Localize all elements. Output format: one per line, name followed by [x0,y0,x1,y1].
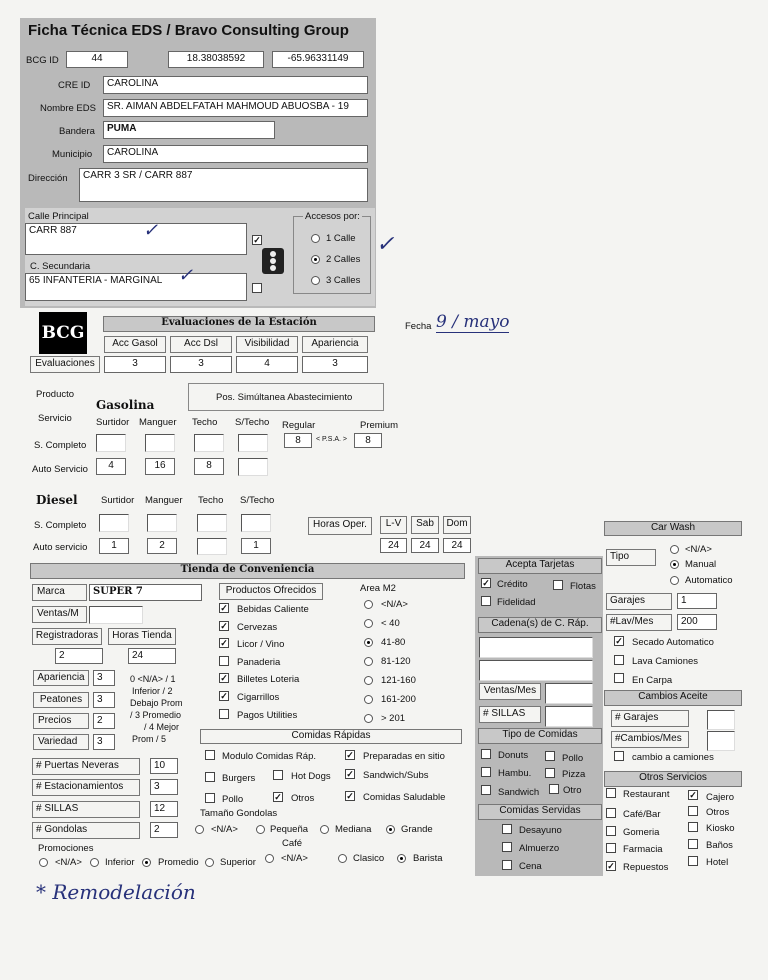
nombre-label: Nombre EDS [40,103,96,114]
tipo-comidas-title: Tipo de Comidas [478,728,602,744]
cw-na-label: <N/A> [685,544,712,555]
productos-ofrecidos-label: Productos Ofrecidos [219,583,323,600]
hotel-checkbox[interactable] [688,856,698,866]
gondola-grande-radio[interactable] [386,825,395,834]
horas-sab-value[interactable]: 24 [411,538,439,553]
accesos-label: Accesos por: [305,211,360,222]
nombre-field[interactable]: SR. AIMAN ABDELFATAH MAHMOUD ABUOSBA - 19 [103,99,368,117]
pollo-checkbox[interactable] [205,793,215,803]
gondolas-label: # Gondolas [32,822,140,839]
ventas-mes-cr-label: Ventas/Mes [479,683,541,700]
cw-manual-label: Manual [685,559,717,570]
calle-principal-field[interactable]: CARR 887 [25,223,247,255]
promo-superior-radio[interactable] [205,858,214,867]
area-40-radio[interactable] [364,619,373,628]
cajero-label: Cajero [706,792,734,803]
accesos-2-label: 2 Calles [326,254,361,265]
fidelidad-checkbox[interactable] [481,596,491,606]
traffic-light-icon [262,248,284,274]
hambu-checkbox[interactable] [481,767,491,777]
horas-lv-label: L-V [380,516,407,534]
cw-manual-radio[interactable] [670,560,679,569]
horas-sab-label: Sab [411,516,439,534]
cafe-na-radio[interactable] [265,854,274,863]
premium-label: Premium [360,420,399,431]
gomeria-label: Gomeria [623,827,660,838]
desayuno-label: Desayuno [519,825,562,836]
pos-simultanea-label: Pos. Simúltanea Abastecimiento [216,392,353,403]
gas-sc-techo[interactable] [194,434,224,452]
sillas-cr-label: # SILLAS [479,706,541,723]
repuestos-checkbox[interactable]: ✓ [607,861,615,871]
pizza-label: Pizza [562,769,586,780]
banos-label: Baños [706,840,733,851]
promo-na-radio[interactable] [39,858,48,867]
promo-promedio-radio[interactable] [142,858,151,867]
repuestos-label: Repuestos [623,862,669,873]
ventas-mes-label: Ventas/M [32,606,87,623]
gas-as-techo[interactable]: 8 [194,458,224,475]
producto-pagos-checkbox[interactable] [219,709,229,719]
area-201-label: > 201 [381,713,406,724]
otros-servicios-title: Otros Servicios [604,771,742,787]
scale-legend-5: / 4 Mejor [144,722,180,732]
pizza-checkbox[interactable] [545,768,555,778]
cw-na-radio[interactable] [670,545,679,554]
sillas-cr-field[interactable] [545,706,593,727]
flotas-label: Flotas [570,581,596,592]
producto-cigarrillos-checkbox[interactable]: ✓ [220,691,228,701]
precios-label: Precios [33,713,89,729]
cafe-na-label: <N/A> [281,853,308,864]
cw-garajes-field[interactable]: 1 [677,593,717,609]
area-161-200-radio[interactable] [364,695,373,704]
otros-comida-label: Otros [291,793,315,804]
gas-as-manguer[interactable]: 16 [145,458,175,475]
gondola-na-radio[interactable] [195,825,204,834]
gondola-pequena-radio[interactable] [256,825,265,834]
peatones-field[interactable]: 3 [93,692,115,708]
kiosko-label: Kiosko [706,823,735,834]
gondola-mediana-radio[interactable] [320,825,329,834]
burgers-label: Burgers [222,773,256,784]
gasolina-label: Gasolina [96,398,155,412]
registradoras-field[interactable]: 2 [55,648,103,664]
horas-dom-label: Dom [443,516,471,534]
eval-col-acc-dsl: Acc Dsl [170,336,232,353]
sandwich-cr-label: Sandwich [498,787,540,798]
eval-acc-gasol-value[interactable]: 3 [104,356,166,373]
producto-licor-label: Licor / Vino [237,639,285,650]
tamano-gondolas-label: Tamaño Gondolas [200,808,278,819]
regular-field[interactable]: 8 [284,433,312,448]
almuerzo-label: Almuerzo [519,843,560,854]
producto-cervezas-checkbox[interactable]: ✓ [220,621,228,631]
gas-col-manguer: Manguer [139,417,177,428]
horas-dom-value[interactable]: 24 [443,538,471,553]
dsl-sc-stecho[interactable] [241,514,271,532]
dsl-col-techo: Techo [198,495,224,506]
otros-serv-label: Otros [706,807,730,818]
bcg-id-field[interactable]: 44 [66,51,128,68]
gas-sc-surtidor[interactable] [96,434,126,452]
fecha-handwritten: 9 / mayo [436,312,510,332]
otro-cr-checkbox[interactable] [549,784,559,794]
lava-camiones-checkbox[interactable] [614,655,624,665]
banos-checkbox[interactable] [688,839,698,849]
fecha-label: Fecha [405,321,432,332]
area-121-160-label: 121-160 [381,675,416,686]
secado-checkbox[interactable]: ✓ [615,636,623,646]
scale-legend-2: Inferior / 2 [132,686,173,696]
gas-auto-servicio-label: Auto Servicio [32,464,88,475]
gomeria-checkbox[interactable] [606,826,616,836]
ventas-mes-field[interactable] [89,606,143,624]
pollo-label: Pollo [222,794,244,805]
horas-oper-label: Horas Oper. [308,517,372,535]
saludable-checkbox[interactable]: ✓ [346,791,354,801]
promo-inferior-label: Inferior [105,857,135,868]
otros-serv-checkbox[interactable] [688,806,698,816]
calle-secundaria-field[interactable]: 65 INFANTERIA - MARGINAL [25,273,247,301]
aceite-garajes-field[interactable] [707,710,735,730]
sandwich-cr-checkbox[interactable] [481,785,491,795]
producto-panaderia-label: Panaderia [237,657,281,668]
accesos-3-label: 3 Calles [326,275,361,286]
pollo-cr-label: Pollo [562,753,584,764]
handwritten-note: * Remodelación [36,880,196,904]
car-wash-tipo-label: Tipo [606,549,656,566]
scale-legend-6: Prom / 5 [132,734,167,744]
gondola-grande-label: Grande [401,824,433,835]
page-title: Ficha Técnica EDS / Bravo Consulting Group [28,22,349,39]
accesos-1-radio[interactable] [311,234,320,243]
producto-bebidas-checkbox[interactable]: ✓ [220,603,228,613]
producto-panaderia-checkbox[interactable] [219,656,229,666]
sandwich-subs-checkbox[interactable]: ✓ [346,769,354,779]
restaurant-label: Restaurant [623,789,670,800]
bcg-logo: BCG [39,312,87,354]
marca-field[interactable]: SUPER 7 [89,584,202,601]
calle-principal-label: Calle Principal [28,211,89,222]
producto-licor-checkbox[interactable]: ✓ [220,638,228,648]
apariencia-field[interactable]: 3 [93,670,115,686]
preparadas-checkbox[interactable]: ✓ [346,750,354,760]
car-wash-title: Car Wash [604,521,742,536]
otro-cr-label: Otro [563,785,582,796]
check-mark-secundaria: ✓ [178,265,194,286]
dsl-col-stecho: S/Techo [240,495,275,506]
scale-legend-1: 0 <N/A> / 1 [130,674,176,684]
check-mark-principal: ✓ [143,220,159,241]
aceite-garajes-label: # Garajes [611,710,689,727]
promo-inferior-radio[interactable] [90,858,99,867]
producto-label: Producto [36,389,75,400]
variedad-label: Variedad [33,734,89,750]
cadena-title: Cadena(s) de C. Ráp. [478,617,602,633]
psa-label: < P.S.A. > [316,436,348,443]
desayuno-checkbox[interactable] [502,824,512,834]
accesos-1-label: 1 Calle [326,233,356,244]
cena-label: Cena [519,861,542,872]
eval-col-visibilidad: Visibilidad [236,336,298,353]
accesos-3-radio[interactable] [311,276,320,285]
saludable-label: Comidas Saludable [363,792,446,803]
latitude-field[interactable]: 18.38038592 [168,51,264,68]
dsl-sc-manguer[interactable] [147,514,177,532]
eval-apariencia-value[interactable]: 3 [302,356,368,373]
area-201-radio[interactable] [364,714,373,723]
calle-secundaria-checkbox[interactable] [252,283,262,293]
producto-bebidas-label: Bebidas Caliente [237,604,309,615]
producto-pagos-label: Pagos Utilities [237,710,298,721]
regular-label: Regular [282,420,316,431]
evaluaciones-row-label: Evaluaciones [30,356,100,373]
calle-secundaria-label: C. Secundaria [30,261,91,272]
area-m2-label: Area M2 [360,583,396,594]
area-81-120-label: 81-120 [381,656,411,667]
dsl-s-completo-label: S. Completo [34,520,87,531]
area-40-label: < 40 [381,618,400,629]
ventas-mes-cr-field[interactable] [545,683,593,704]
gondola-pequena-label: Pequeña [270,824,309,835]
area-na-label: <N/A> [381,599,408,610]
direccion-field[interactable]: CARR 3 SR / CARR 887 [79,168,368,202]
hambu-label: Hambu. [498,768,532,779]
sillas-label: # SILLAS [32,801,140,818]
dsl-as-techo[interactable] [197,538,227,555]
farmacia-label: Farmacia [623,844,663,855]
modulo-comidas-label: Modulo Comidas Ráp. [222,751,316,762]
credito-checkbox[interactable]: ✓ [482,578,490,588]
marca-label: Marca [32,584,87,601]
farmacia-checkbox[interactable] [606,843,616,853]
estacionamientos-field[interactable]: 3 [150,779,178,795]
producto-billetes-label: Billetes Loteria [237,674,300,685]
cadena-field-1[interactable] [479,637,593,658]
precios-field[interactable]: 2 [93,713,115,729]
accesos-2-radio[interactable] [311,255,320,264]
promociones-label: Promociones [38,843,94,854]
cre-id-label: CRE ID [58,80,91,91]
promo-superior-label: Superior [220,857,256,868]
cafe-barista-label: Barista [413,853,443,864]
comidas-servidas-title: Comidas Servidas [478,804,602,820]
cena-checkbox[interactable] [502,860,512,870]
cafe-barista-radio[interactable] [397,854,406,863]
dsl-as-stecho[interactable]: 1 [241,538,271,554]
gas-s-completo-label: S. Completo [34,440,87,451]
pollo-cr-checkbox[interactable] [545,751,555,761]
restaurant-checkbox[interactable] [606,788,616,798]
gondola-na-label: <N/A> [211,824,238,835]
peatones-label: Peatones [33,692,89,708]
cafe-clasico-label: Clasico [353,853,385,864]
dsl-col-manguer: Manguer [145,495,183,506]
preparadas-label: Preparadas en sitio [363,751,445,762]
kiosko-checkbox[interactable] [688,822,698,832]
acepta-tarjetas-title: Acepta Tarjetas [478,558,602,574]
puertas-neveras-label: # Puertas Neveras [32,758,140,775]
almuerzo-checkbox[interactable] [502,842,512,852]
secado-label: Secado Automatico [632,637,714,648]
cafe-clasico-radio[interactable] [338,854,347,863]
cambios-aceite-title: Cambios Aceite [604,690,742,706]
aceite-cambios-label: #Cambios/Mes [611,731,689,748]
municipio-field[interactable]: CAROLINA [103,145,368,163]
producto-billetes-checkbox[interactable]: ✓ [220,673,228,683]
gas-col-stecho: S/Techo [235,417,270,428]
bandera-label: Bandera [59,126,95,137]
bcg-id-label: BCG ID [26,55,59,66]
calle-principal-checkbox[interactable]: ✓ [253,235,261,245]
promo-promedio-label: Promedio [158,857,199,868]
gondola-mediana-label: Mediana [335,824,372,835]
en-carpa-label: En Carpa [632,675,673,686]
cw-lav-mes-field[interactable]: 200 [677,614,717,630]
premium-field[interactable]: 8 [354,433,382,448]
en-carpa-checkbox[interactable] [614,673,624,683]
eval-acc-dsl-value[interactable]: 3 [170,356,232,373]
gas-as-stecho[interactable] [238,458,268,476]
burgers-checkbox[interactable] [205,772,215,782]
direccion-label: Dirección [28,173,68,184]
eval-col-acc-gasol: Acc Gasol [104,336,166,353]
cre-id-field[interactable]: CAROLINA [103,76,368,94]
area-41-80-label: 41-80 [381,637,406,648]
eval-visibilidad-value[interactable]: 4 [236,356,298,373]
area-161-200-label: 161-200 [381,694,416,705]
cadena-field-2[interactable] [479,660,593,681]
gas-sc-stecho[interactable] [238,434,268,452]
cafe-label: Café [282,838,303,849]
horas-lv-value[interactable]: 24 [380,538,407,553]
estacionamientos-label: # Estacionamientos [32,779,140,796]
registradoras-label: Registradoras [32,628,102,645]
credito-label: Crédito [497,579,528,590]
cw-garajes-label: Garajes [606,593,672,610]
dsl-col-surtidor: Surtidor [101,495,135,506]
evaluaciones-title: Evaluaciones de la Estación [103,316,375,332]
cafe-bar-checkbox[interactable] [606,808,616,818]
dsl-as-manguer[interactable]: 2 [147,538,177,554]
comidas-rapidas-title: Comidas Rápidas [200,729,462,744]
modulo-comidas-checkbox[interactable] [205,750,215,760]
hotdogs-label: Hot Dogs [291,771,331,782]
diesel-label: Diesel [36,493,78,507]
producto-cigarrillos-label: Cigarrillos [237,692,280,703]
eval-col-apariencia: Apariencia [302,336,368,353]
cw-automatico-label: Automatico [685,575,733,586]
tienda-title: Tienda de Conveniencia [30,563,465,579]
municipio-label: Municipio [52,149,93,160]
cambio-camiones-label: cambio a camiones [632,752,714,763]
horas-tienda-field[interactable]: 24 [128,648,176,664]
cambio-camiones-checkbox[interactable] [614,751,624,761]
donuts-label: Donuts [498,750,529,761]
donuts-checkbox[interactable] [481,749,491,759]
area-81-120-radio[interactable] [364,657,373,666]
dsl-as-surtidor[interactable]: 1 [99,538,129,554]
cw-lav-mes-label: #Lav/Mes [606,614,672,631]
cajero-checkbox[interactable]: ✓ [689,790,697,800]
gondolas-field[interactable]: 2 [150,822,178,838]
cw-automatico-radio[interactable] [670,576,679,585]
dsl-sc-surtidor[interactable] [99,514,129,532]
dsl-sc-techo[interactable] [197,514,227,532]
area-41-80-radio[interactable] [364,638,373,647]
area-121-160-radio[interactable] [364,676,373,685]
puertas-neveras-field[interactable]: 10 [150,758,178,774]
longitude-field[interactable]: -65.96331149 [272,51,364,68]
lava-camiones-label: Lava Camiones [632,656,699,667]
fidelidad-label: Fidelidad [497,597,536,608]
gas-sc-manguer[interactable] [145,434,175,452]
scale-legend-4: / 3 Promedio [130,710,182,720]
apariencia-label: Apariencia [33,670,89,686]
gas-col-surtidor: Surtidor [96,417,130,428]
cafe-bar-label: Café/Bar [623,809,661,820]
dsl-auto-servicio-label: Auto servicio [33,542,88,553]
area-na-radio[interactable] [364,600,373,609]
servicio-label: Servicio [38,413,72,424]
sandwich-subs-label: Sandwich/Subs [363,770,429,781]
scale-legend-3: Debajo Prom [130,698,183,708]
hotdogs-checkbox[interactable] [273,770,283,780]
promo-na-label: <N/A> [55,857,82,868]
variedad-field[interactable]: 3 [93,734,115,750]
producto-cervezas-label: Cervezas [237,622,278,633]
sillas-field[interactable]: 12 [150,801,178,817]
flotas-checkbox[interactable] [553,580,563,590]
hotel-label: Hotel [706,857,729,868]
aceite-cambios-field[interactable] [707,731,735,751]
bandera-field[interactable]: PUMA [103,121,275,139]
gas-as-surtidor[interactable]: 4 [96,458,126,475]
otros-comida-checkbox[interactable]: ✓ [274,792,282,802]
horas-tienda-label: Horas Tienda [108,628,176,645]
gas-col-techo: Techo [192,417,218,428]
check-mark-accesos: ✓ [376,232,395,257]
